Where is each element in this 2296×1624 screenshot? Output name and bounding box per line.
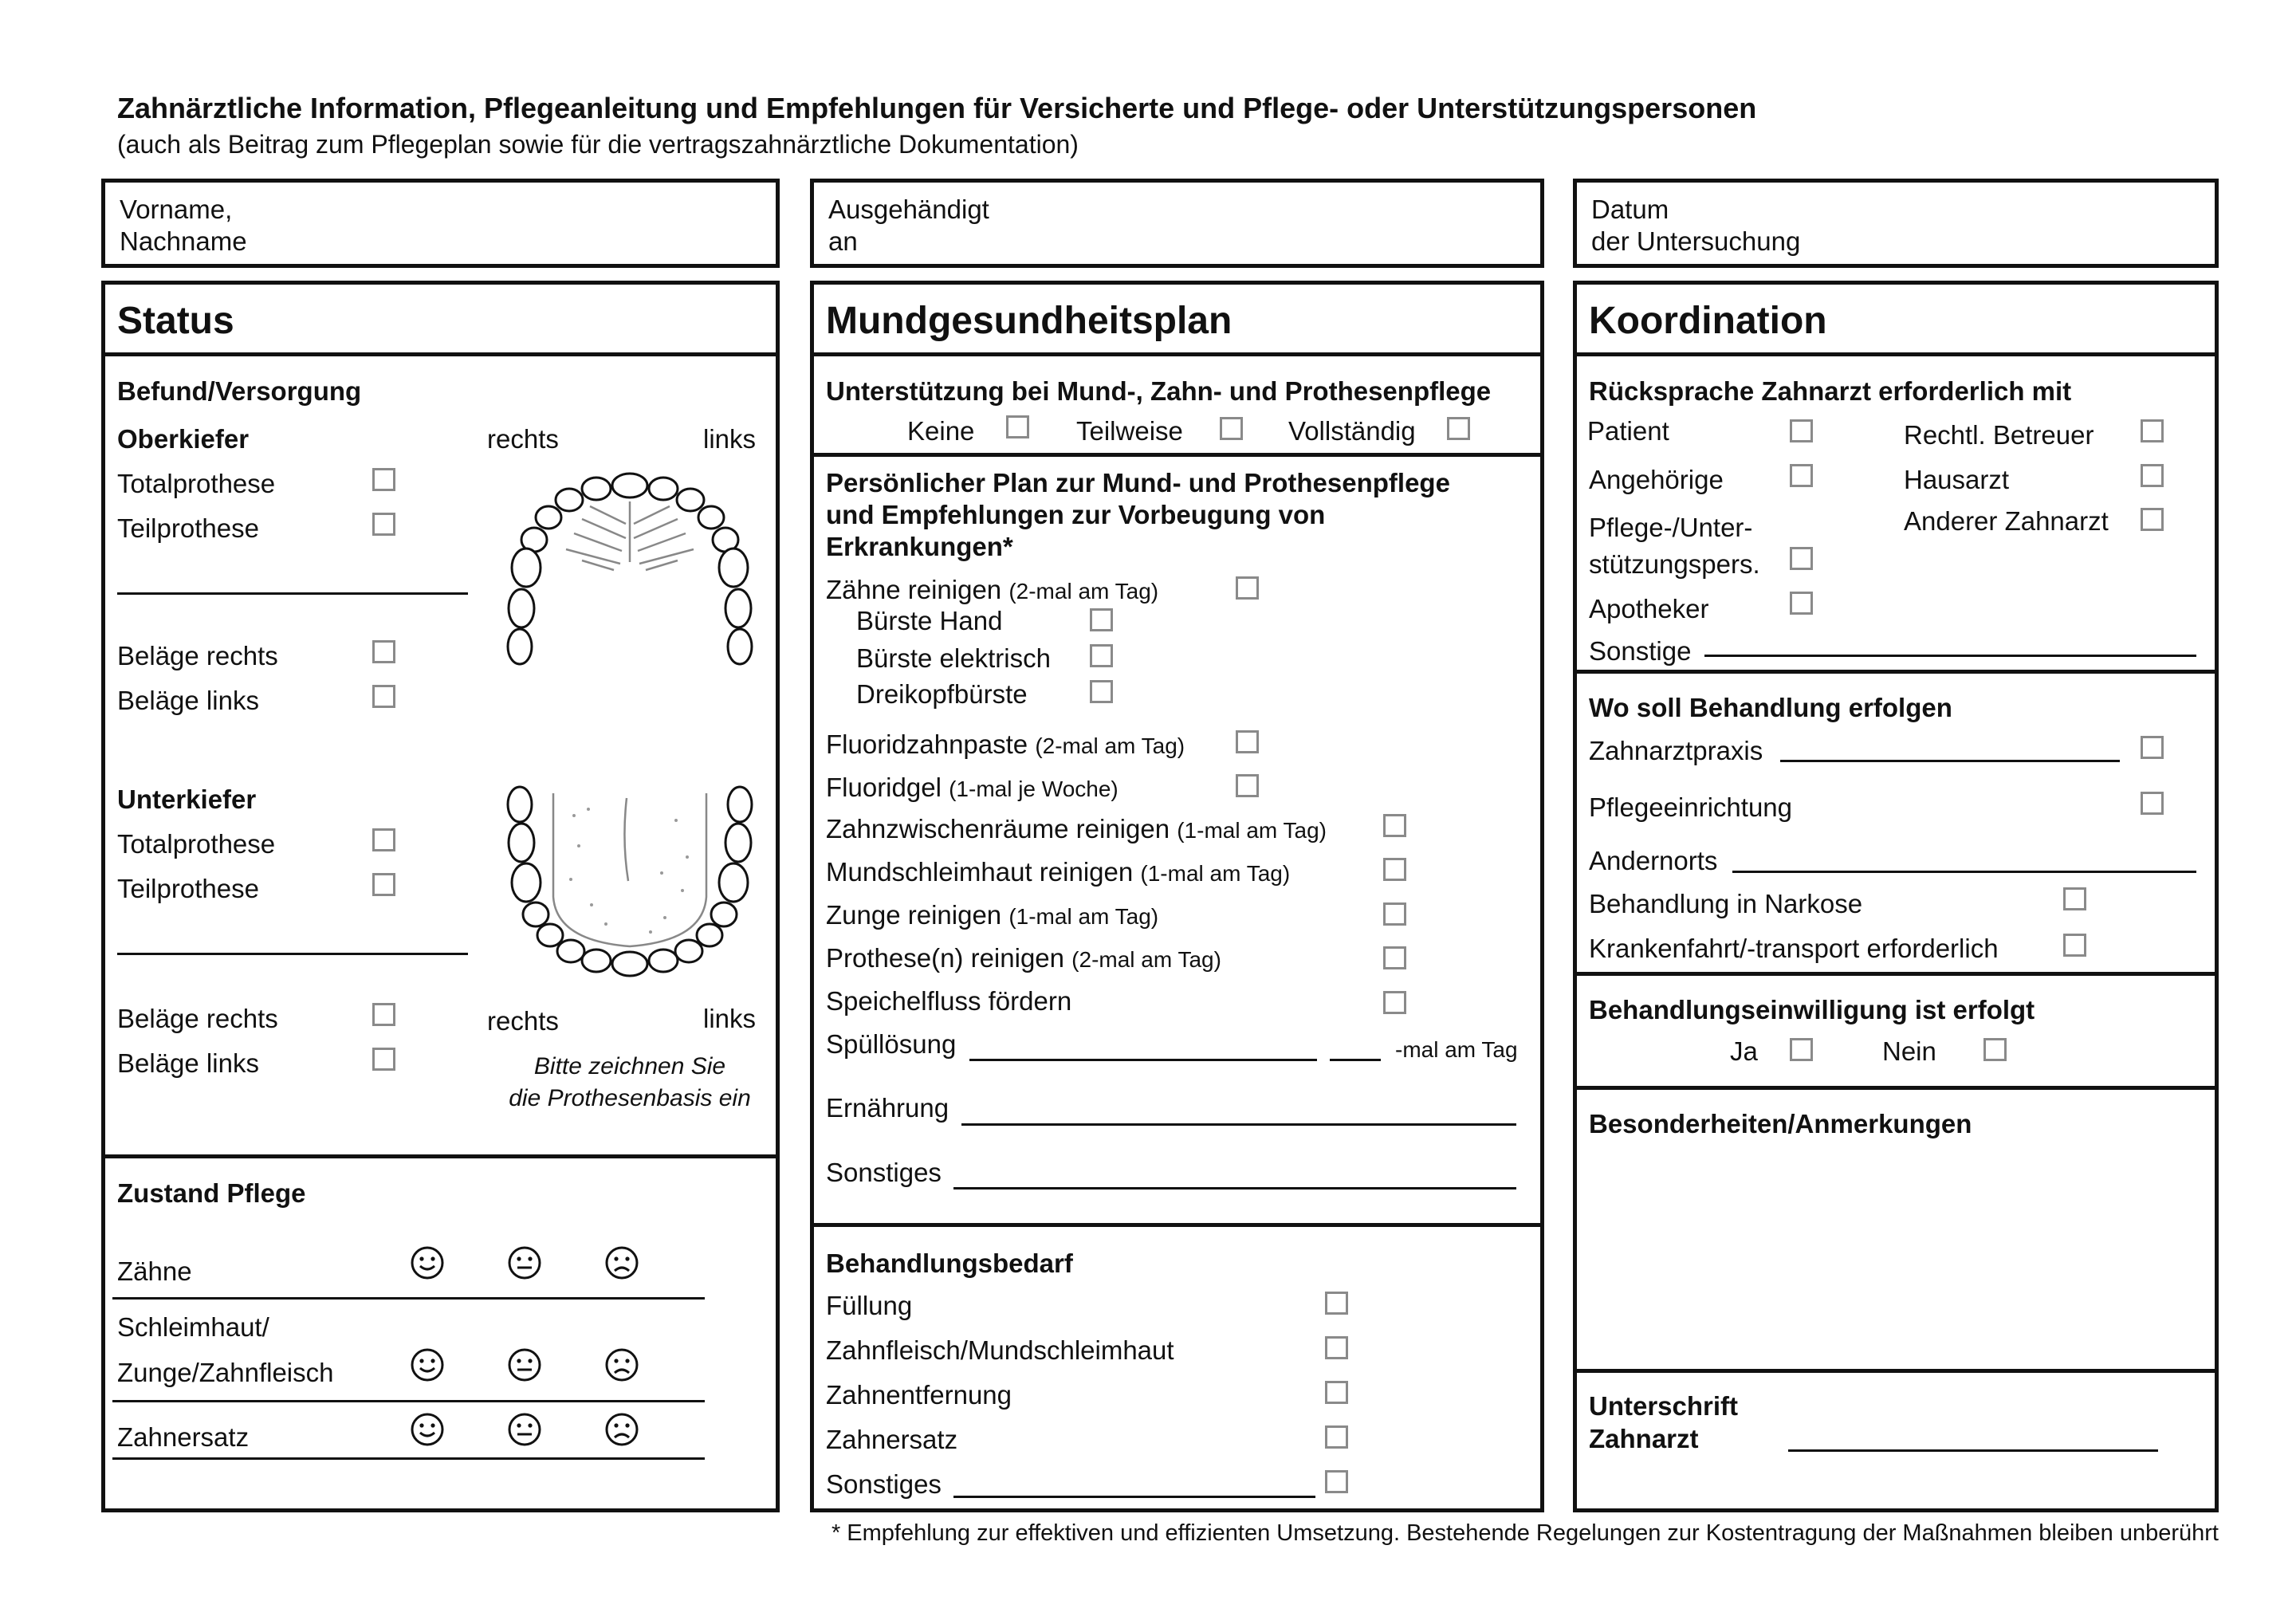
- uk-teilprothese-checkbox[interactable]: [372, 873, 395, 896]
- zahnersatz-smiley-happy-icon[interactable]: [410, 1412, 445, 1447]
- status-heading: Status: [117, 300, 234, 342]
- support-vollstaendig-label: Vollständig: [1288, 416, 1416, 446]
- schleimhaut-smiley-happy-icon[interactable]: [410, 1347, 445, 1382]
- exam-date-field[interactable]: [1573, 179, 2219, 268]
- buerste-hand-checkbox[interactable]: [1090, 608, 1113, 631]
- angehoerige-checkbox[interactable]: [1790, 464, 1813, 487]
- support-title: Unterstützung bei Mund-, Zahn- und Prothesenpflege: [826, 376, 1492, 406]
- date-label-2: der Untersuchung: [1591, 226, 1801, 256]
- fluoridzahnpaste-freq: (2-mal am Tag): [1035, 733, 1185, 758]
- zustand-zahnersatz-label: Zahnersatz: [117, 1422, 250, 1452]
- zahnarztpraxis-label: Zahnarztpraxis: [1589, 736, 1763, 765]
- plan-heading: Mundgesundheitsplan: [826, 300, 1233, 342]
- schleimhaut-smiley-sad-icon[interactable]: [604, 1347, 639, 1382]
- zwischenraeume-label: Zahnzwischenräume reinigen: [826, 814, 1170, 843]
- zustand-schleimhaut-label-2: Zunge/Zahnfleisch: [117, 1358, 334, 1387]
- schleimhaut-smiley-neutral-icon[interactable]: [507, 1347, 542, 1382]
- zustand-schleimhaut-label-1: Schleimhaut/: [117, 1312, 269, 1342]
- speichelfluss-label: Speichelfluss fördern: [826, 986, 1072, 1016]
- prothese-freq: (2-mal am Tag): [1071, 947, 1221, 972]
- sonstiges-plan-line[interactable]: [953, 1187, 1516, 1189]
- dreikopf-checkbox[interactable]: [1090, 680, 1113, 703]
- bedarf-sonstiges-checkbox[interactable]: [1325, 1470, 1348, 1493]
- zustand-heading: Zustand Pflege: [117, 1178, 306, 1208]
- pflege-person-label-2: stützungspers.: [1589, 549, 1760, 579]
- bedarf-zahnersatz-label: Zahnersatz: [826, 1425, 958, 1454]
- zustand-zaehne-label: Zähne: [117, 1256, 192, 1286]
- apotheker-checkbox[interactable]: [1790, 592, 1813, 615]
- apotheker-label: Apotheker: [1589, 594, 1709, 623]
- zaehne-smiley-happy-icon[interactable]: [410, 1245, 445, 1280]
- fluoridgel-checkbox[interactable]: [1236, 774, 1259, 797]
- zaehne-smiley-sad-icon[interactable]: [604, 1245, 639, 1280]
- fluoridgel-label: Fluoridgel: [826, 773, 942, 802]
- uk-belaege-rechts-checkbox[interactable]: [372, 1003, 395, 1026]
- support-keine-label: Keine: [907, 416, 975, 446]
- ok-totalprothese-label: Totalprothese: [117, 469, 276, 498]
- pflege-person-checkbox[interactable]: [1790, 547, 1813, 570]
- spuelloesung-label: Spüllösung: [826, 1029, 957, 1059]
- ok-belaege-links-checkbox[interactable]: [372, 685, 395, 708]
- footnote: * Empfehlung zur effektiven und effizienten Umsetzung. Bestehende Regelungen zur Kostentragung der Maßnahmen bleiben unberührt: [831, 1520, 2219, 1546]
- ok-belaege-rechts-label: Beläge rechts: [117, 641, 278, 670]
- zahnersatz-smiley-sad-icon[interactable]: [604, 1412, 639, 1447]
- krankenfahrt-label: Krankenfahrt/-transport erforderlich: [1589, 934, 1999, 963]
- personal-plan-title-1: Persönlicher Plan zur Mund- und Prothesenpflege: [826, 468, 1450, 497]
- narkose-label: Behandlung in Narkose: [1589, 889, 1863, 918]
- buerste-elektrisch-checkbox[interactable]: [1090, 644, 1113, 667]
- hint-line-1: Bitte zeichnen Sie: [533, 1053, 726, 1079]
- zaehne-smiley-neutral-icon[interactable]: [507, 1245, 542, 1280]
- personal-plan-title-3: Erkrankungen*: [826, 532, 1013, 561]
- spuelloesung-line[interactable]: [969, 1059, 1317, 1061]
- ok-belaege-links-label: Beläge links: [117, 686, 259, 715]
- prothese-checkbox[interactable]: [1383, 946, 1406, 969]
- uk-totalprothese-checkbox[interactable]: [372, 828, 395, 851]
- nein-label: Nein: [1882, 1036, 1936, 1066]
- support-teilweise-checkbox[interactable]: [1220, 417, 1243, 440]
- anderer-zahnarzt-checkbox[interactable]: [2141, 508, 2164, 531]
- andernorts-label: Andernorts: [1589, 846, 1718, 875]
- krankenfahrt-checkbox[interactable]: [2063, 934, 2086, 957]
- name-label-1: Vorname,: [120, 195, 233, 224]
- ok-belaege-rechts-checkbox[interactable]: [372, 640, 395, 663]
- hausarzt-label: Hausarzt: [1904, 465, 2010, 494]
- form-subtitle: (auch als Beitrag zum Pflegeplan sowie für die vertragszahnärztliche Dokumentation): [117, 130, 1079, 159]
- lower-left-label: links: [703, 1004, 757, 1033]
- zunge-freq: (1-mal am Tag): [1008, 904, 1159, 929]
- zahnarztpraxis-line[interactable]: [1780, 760, 2120, 762]
- name-field[interactable]: [101, 179, 780, 268]
- besonderheiten-area[interactable]: [1589, 1142, 2203, 1365]
- einwilligung-title: Behandlungseinwilligung ist erfolgt: [1589, 995, 2035, 1024]
- handed-label-1: Ausgehändigt: [828, 195, 989, 224]
- ok-notes-line[interactable]: [117, 592, 468, 595]
- zaehne-reinigen-checkbox[interactable]: [1236, 576, 1259, 600]
- zwischenraeume-freq: (1-mal am Tag): [1177, 818, 1327, 843]
- buerste-hand-label: Bürste Hand: [856, 606, 1003, 635]
- befund-heading: Befund/Versorgung: [117, 376, 362, 406]
- koordination-heading: Koordination: [1589, 300, 1827, 342]
- bedarf-zahnentfernung-checkbox[interactable]: [1325, 1381, 1348, 1404]
- hint-line-2: die Prothesenbasis ein: [509, 1085, 751, 1111]
- handed-label-2: an: [828, 226, 858, 256]
- ja-label: Ja: [1730, 1036, 1758, 1066]
- prothese-label: Prothese(n) reinigen: [826, 943, 1064, 973]
- ok-teilprothese-checkbox[interactable]: [372, 513, 395, 536]
- buerste-elektrisch-label: Bürste elektrisch: [856, 643, 1051, 673]
- angehoerige-label: Angehörige: [1589, 465, 1724, 494]
- sonstiges-plan-label: Sonstiges: [826, 1158, 942, 1187]
- ok-teilprothese-label: Teilprothese: [117, 513, 259, 543]
- form-title: Zahnärztliche Information, Pflegeanleitung und Empfehlungen für Versicherte und Pflege- oder Unterstützungspersonen: [117, 92, 1757, 124]
- ernaehrung-label: Ernährung: [826, 1093, 949, 1123]
- uk-belaege-links-label: Beläge links: [117, 1048, 259, 1078]
- bedarf-fuellung-label: Füllung: [826, 1291, 913, 1320]
- zahnarztpraxis-checkbox[interactable]: [2141, 736, 2164, 759]
- bedarf-zahnfleisch-label: Zahnfleisch/Mundschleimhaut: [826, 1335, 1174, 1365]
- bedarf-zahnentfernung-label: Zahnentfernung: [826, 1380, 1012, 1410]
- bedarf-zahnfleisch-checkbox[interactable]: [1325, 1336, 1348, 1359]
- uk-belaege-rechts-label: Beläge rechts: [117, 1004, 278, 1033]
- ok-totalprothese-checkbox[interactable]: [372, 468, 395, 491]
- plan-panel: [810, 281, 1544, 1512]
- sonstige-label: Sonstige: [1589, 636, 1692, 666]
- ruecksprache-title: Rücksprache Zahnarzt erforderlich mit: [1589, 376, 2072, 406]
- uk-belaege-links-checkbox[interactable]: [372, 1048, 395, 1071]
- pflege-person-label-1: Pflege-/Unter-: [1589, 513, 1753, 542]
- personal-plan-title-2: und Empfehlungen zur Vorbeugung von: [826, 500, 1326, 529]
- unterschrift-label-1: Unterschrift: [1589, 1391, 1739, 1421]
- ernaehrung-line[interactable]: [961, 1123, 1516, 1126]
- mundschleimhaut-checkbox[interactable]: [1383, 858, 1406, 881]
- upper-left-label: links: [703, 424, 757, 454]
- zwischenraeume-checkbox[interactable]: [1383, 814, 1406, 837]
- bedarf-heading: Behandlungsbedarf: [826, 1248, 1073, 1278]
- rechtl-betreuer-label: Rechtl. Betreuer: [1904, 420, 2094, 450]
- pflegeeinrichtung-checkbox[interactable]: [2141, 792, 2164, 815]
- support-teilweise-label: Teilweise: [1076, 416, 1183, 446]
- lower-jaw-diagram[interactable]: [494, 777, 765, 985]
- speichelfluss-checkbox[interactable]: [1383, 991, 1406, 1014]
- ja-checkbox[interactable]: [1790, 1038, 1813, 1061]
- andernorts-line[interactable]: [1732, 871, 2196, 873]
- patient-checkbox[interactable]: [1790, 419, 1813, 442]
- name-label-2: Nachname: [120, 226, 247, 256]
- anderer-zahnarzt-label: Anderer Zahnarzt: [1904, 506, 2109, 536]
- support-vollstaendig-checkbox[interactable]: [1447, 417, 1470, 440]
- fluoridzahnpaste-label: Fluoridzahnpaste: [826, 729, 1028, 759]
- handed-out-field[interactable]: [810, 179, 1544, 268]
- rechtl-betreuer-checkbox[interactable]: [2141, 419, 2164, 442]
- date-label-1: Datum: [1591, 195, 1669, 224]
- bedarf-fuellung-checkbox[interactable]: [1325, 1292, 1348, 1315]
- nein-checkbox[interactable]: [1983, 1038, 2007, 1061]
- dreikopf-label: Dreikopfbürste: [856, 679, 1028, 709]
- spuelloesung-freq-line[interactable]: [1330, 1059, 1381, 1061]
- upper-jaw-diagram[interactable]: [494, 466, 765, 690]
- mundschleimhaut-freq: (1-mal am Tag): [1140, 861, 1291, 886]
- zunge-checkbox[interactable]: [1383, 902, 1406, 926]
- unterkiefer-heading: Unterkiefer: [117, 784, 257, 814]
- hausarzt-checkbox[interactable]: [2141, 464, 2164, 487]
- pflegeeinrichtung-label: Pflegeeinrichtung: [1589, 792, 1793, 822]
- mundschleimhaut-label: Mundschleimhaut reinigen: [826, 857, 1134, 887]
- zaehne-reinigen-label: Zähne reinigen: [826, 575, 1002, 604]
- upper-right-label: rechts: [487, 424, 559, 454]
- uk-teilprothese-label: Teilprothese: [117, 874, 259, 903]
- zahnersatz-smiley-neutral-icon[interactable]: [507, 1412, 542, 1447]
- lower-right-label: rechts: [487, 1006, 559, 1036]
- bedarf-zahnersatz-checkbox[interactable]: [1325, 1425, 1348, 1449]
- uk-totalprothese-label: Totalprothese: [117, 829, 276, 859]
- support-keine-checkbox[interactable]: [1006, 415, 1029, 438]
- narkose-checkbox[interactable]: [2063, 887, 2086, 910]
- mal-am-tag-label: -mal am Tag: [1395, 1037, 1518, 1062]
- sonstige-line[interactable]: [1704, 655, 2196, 657]
- bedarf-sonstiges-label: Sonstiges: [826, 1469, 942, 1499]
- fluoridzahnpaste-checkbox[interactable]: [1236, 730, 1259, 753]
- uk-notes-line[interactable]: [117, 953, 468, 955]
- oberkiefer-heading: Oberkiefer: [117, 424, 250, 454]
- zaehne-reinigen-freq: (2-mal am Tag): [1008, 579, 1159, 604]
- patient-label: Patient: [1587, 416, 1669, 446]
- unterschrift-line[interactable]: [1788, 1449, 2158, 1452]
- unterschrift-label-2: Zahnarzt: [1589, 1424, 1699, 1453]
- zunge-label: Zunge reinigen: [826, 900, 1002, 930]
- bedarf-sonstiges-line[interactable]: [953, 1496, 1315, 1498]
- fluoridgel-freq: (1-mal je Woche): [949, 777, 1119, 801]
- besonderheiten-title: Besonderheiten/Anmerkungen: [1589, 1109, 1972, 1138]
- wo-behandlung-title: Wo soll Behandlung erfolgen: [1589, 693, 1952, 722]
